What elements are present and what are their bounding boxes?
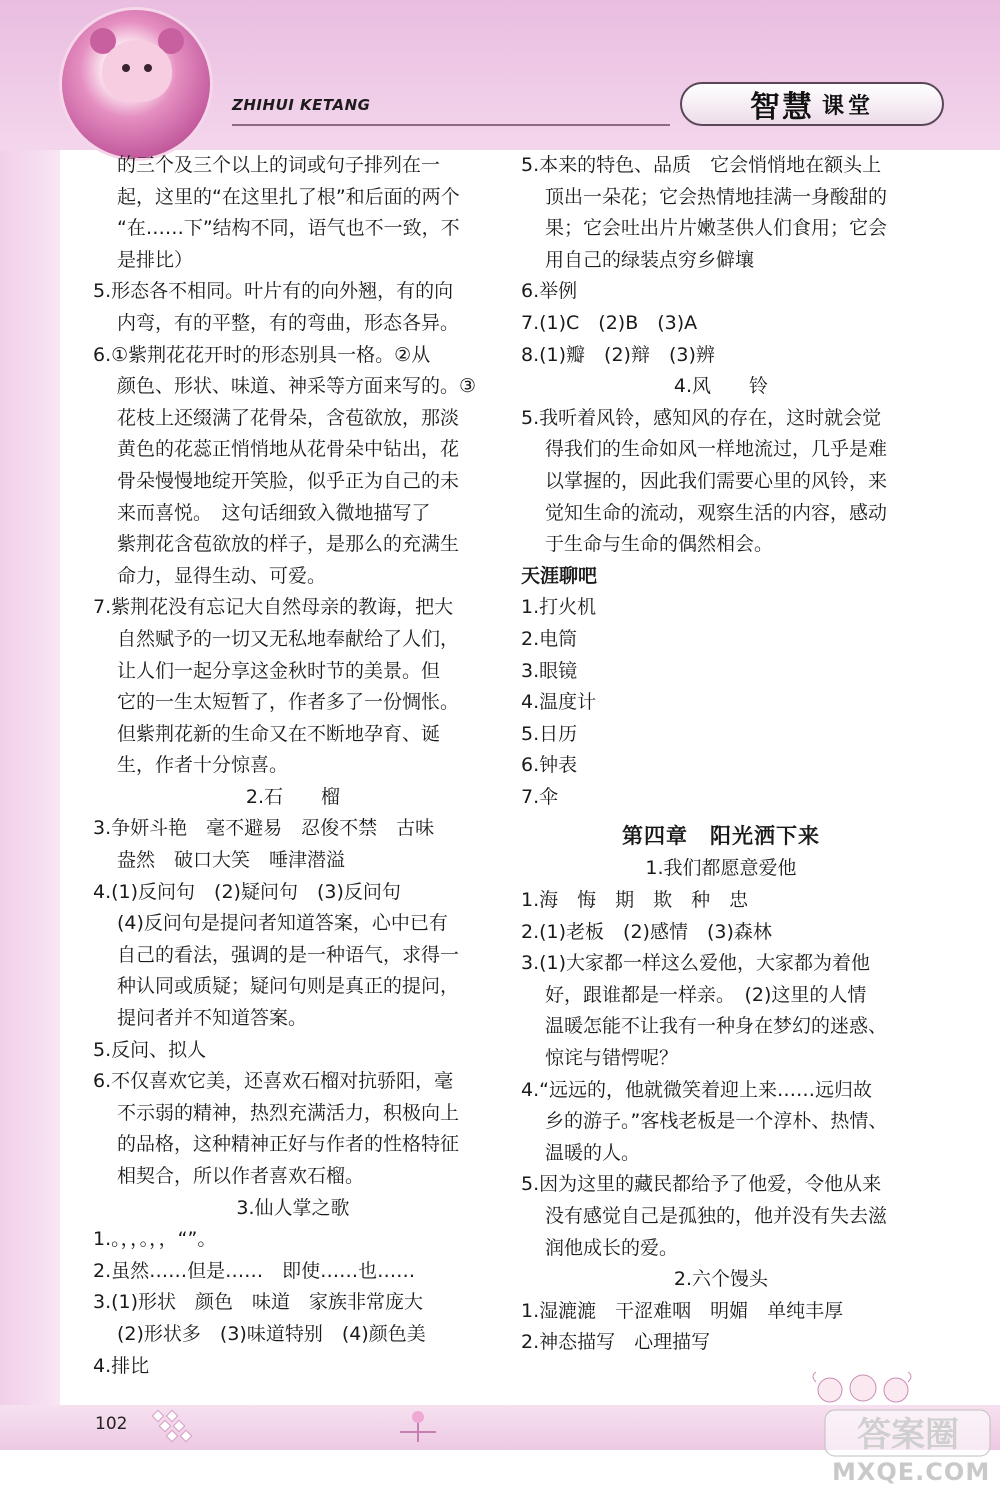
text-line: 2.(1)老板 (2)感情 (3)森林 xyxy=(521,920,772,943)
brand-title-big: 智慧 xyxy=(749,90,814,125)
text-line: 不示弱的精神，热烈充满活力，积极向上 xyxy=(117,1101,460,1124)
text-line: 的品格，这种精神正好与作者的性格特征 xyxy=(117,1133,460,1156)
text-line: 5.形态各不相同。叶片有的向外翘，有的向 xyxy=(93,280,454,303)
section-heading: 3.仙人掌之歌 xyxy=(236,1196,350,1219)
text-line: 骨朵慢慢地绽开笑脸，似乎正为自己的未 xyxy=(117,469,460,492)
text-line: (2)形状多 (3)味道特别 (4)颜色美 xyxy=(117,1322,426,1345)
text-line: 来而喜悦。 这句话细致入微地描写了 xyxy=(117,501,431,524)
text-line: 1.海 悔 期 欺 种 忠 xyxy=(521,889,749,912)
text-line: 命力，显得生动、可爱。 xyxy=(117,564,327,587)
text-line: 颜色、形状、味道、神采等方面来写的。③ xyxy=(117,375,477,398)
brand-title-small: 课堂 xyxy=(821,92,874,119)
text-line: 5.反问、拟人 xyxy=(93,1038,207,1061)
text-line: 紫荆花含苞欲放的样子，是那么的充满生 xyxy=(117,533,460,556)
brand-badge xyxy=(680,82,944,126)
text-line: 1.湿漉漉 干涩难咽 明媚 单纯丰厚 xyxy=(521,1299,844,1322)
text-line: 1.。，，。，，“”。 xyxy=(93,1228,217,1251)
text-line: 于生命与生命的偶然相会。 xyxy=(545,533,774,556)
text-line: 5.本来的特色、品质 它会悄悄地在额头上 xyxy=(521,154,882,176)
text-line: 乡的游子。”客栈老板是一个淳朴、热情、 xyxy=(545,1110,888,1133)
text-line: 自己的看法，强调的是一种语气，求得一 xyxy=(117,943,460,966)
text-line: 是排比） xyxy=(117,248,194,271)
text-line: 让人们一起分享这金秋时节的美景。但 xyxy=(117,659,441,682)
text-line: 温暖怎能不让我有一种身在梦幻的迷惑、 xyxy=(545,1015,888,1038)
mascot-face xyxy=(102,40,172,102)
header-subtitle: ZHIHUI KETANG xyxy=(232,96,371,114)
text-line: 5.因为这里的藏民都给予了他爱，令他从来 xyxy=(521,1173,882,1196)
watermark-url: MXQE.COM xyxy=(832,1458,991,1486)
text-line: 7.(1)C (2)B (3)A xyxy=(521,311,698,334)
text-line: 2.电筒 xyxy=(521,627,578,650)
pig-mascot-icon xyxy=(62,10,210,158)
text-line: 6.钟表 xyxy=(521,754,578,777)
text-line: 4.“远远的，他就微笑着迎上来……远归故 xyxy=(521,1078,872,1101)
text-line: 顶出一朵花；它会热情地挂满一身酸甜的 xyxy=(545,185,888,208)
mascot-eye-right xyxy=(144,64,152,72)
text-line: 6.举例 xyxy=(521,280,578,303)
page-number: 102 xyxy=(95,1414,128,1434)
text-line: 好，跟谁都是一样亲。 (2)这里的人情 xyxy=(545,983,867,1006)
text-line: 黄色的花蕊正悄悄地从花骨朵中钻出，花 xyxy=(117,438,460,461)
text-line: 3.眼镜 xyxy=(521,659,578,682)
text-line: 2.虽然……但是…… 即使……也…… xyxy=(93,1259,416,1282)
text-line: 7.紫荆花没有忘记大自然母亲的教诲，把大 xyxy=(93,596,454,619)
text-line: 4.排比 xyxy=(93,1354,150,1377)
section-heading: 2.石 榴 xyxy=(245,785,341,808)
text-line: 5.日历 xyxy=(521,722,578,745)
section-heading: 2.六个馒头 xyxy=(673,1268,769,1291)
text-line: 7.伞 xyxy=(521,785,559,808)
text-line: 但紫荆花新的生命又在不断地孕育、诞 xyxy=(117,722,441,745)
mascot-eye-left xyxy=(122,64,130,72)
text-line: 花枝上还缀满了花骨朵，含苞欲放，那淡 xyxy=(117,406,460,429)
section-heading: 4.风 铃 xyxy=(673,375,769,398)
text-line: 6.①紫荆花花开时的形态别具一格。②从 xyxy=(93,343,431,366)
text-line: 生，作者十分惊喜。 xyxy=(117,754,289,777)
text-line: 内弯，有的平整，有的弯曲，形态各异。 xyxy=(117,311,460,334)
text-line: 起，这里的“在这里扎了根”和后面的两个 xyxy=(117,185,460,208)
text-line: 的三个及三个以上的词或句子排列在一 xyxy=(117,154,441,176)
text-line: 惊诧与错愕呢？ xyxy=(545,1047,679,1070)
footer-diamond-pattern xyxy=(150,1408,220,1444)
text-line: 6.不仅喜欢它美，还喜欢石榴对抗骄阳，毫 xyxy=(93,1070,454,1093)
text-line: 2.神态描写 心理描写 xyxy=(521,1331,711,1354)
text-line: 以掌握的，因此我们需要心里的风铃，来 xyxy=(545,469,888,492)
text-line: 觉知生命的流动，观察生活的内容，感动 xyxy=(545,501,888,524)
text-line: 它的一生太短暂了，作者多了一份惆怅。 xyxy=(117,691,460,714)
text-line: 种认同或质疑；疑问句则是真正的提问， xyxy=(117,975,460,998)
text-line: 盎然 破口大笑 唾津潜溢 xyxy=(117,849,346,872)
text-line: 温暖的人。 xyxy=(545,1141,641,1164)
watermark-cn-text: 答案圈 xyxy=(857,1415,959,1455)
text-line: 5.我听着风铃，感知风的存在，这时就会觉 xyxy=(521,406,882,429)
text-line: 3.争妍斗艳 毫不避易 忍俊不禁 古味 xyxy=(93,817,435,840)
text-line: 得我们的生命如风一样地流过，几乎是难 xyxy=(545,438,888,461)
footer-cross-dot xyxy=(412,1411,424,1423)
text-line: 没有感觉自己是孤独的，他并没有失去滋 xyxy=(545,1205,888,1227)
text-line: 自然赋予的一切又无私地奉献给了人们， xyxy=(117,627,460,650)
text-line: 果；它会吐出片片嫩茎供人们食用；它会 xyxy=(545,217,888,240)
text-line: 4.温度计 xyxy=(521,691,597,714)
text-line: 相契合，所以作者喜欢石榴。 xyxy=(117,1165,365,1187)
section-heading: 1.我们都愿意爱他 xyxy=(645,857,797,880)
header-rule xyxy=(232,124,670,126)
cupid-mascots-icon xyxy=(808,1370,918,1410)
text-line: 提问者并不知道答案。 xyxy=(117,1007,308,1030)
text-line: “在……下”结构不同，语气也不一致，不 xyxy=(117,217,460,240)
subsection-heading: 天涯聊吧 xyxy=(521,564,598,587)
text-line: 用自己的绿装点穷乡僻壤 xyxy=(545,248,755,271)
text-line: 3.(1)大家都一样这么爱他，大家都为着他 xyxy=(521,952,871,975)
left-margin-strip xyxy=(0,150,60,1405)
text-line: 4.(1)反问句 (2)疑问句 (3)反问句 xyxy=(93,880,401,903)
left-column xyxy=(93,150,493,1382)
text-line: (4)反问句是提问者知道答案，心中已有 xyxy=(117,912,448,935)
text-line: 8.(1)瓣 (2)辩 (3)辨 xyxy=(521,343,715,366)
right-column xyxy=(521,150,921,1359)
text-line: 1.打火机 xyxy=(521,596,597,619)
chapter-heading: 第四章 阳光洒下来 xyxy=(622,823,820,849)
text-line: 润他成长的爱。 xyxy=(545,1236,679,1259)
text-line: 3.(1)形状 颜色 味道 家族非常庞大 xyxy=(93,1291,424,1314)
